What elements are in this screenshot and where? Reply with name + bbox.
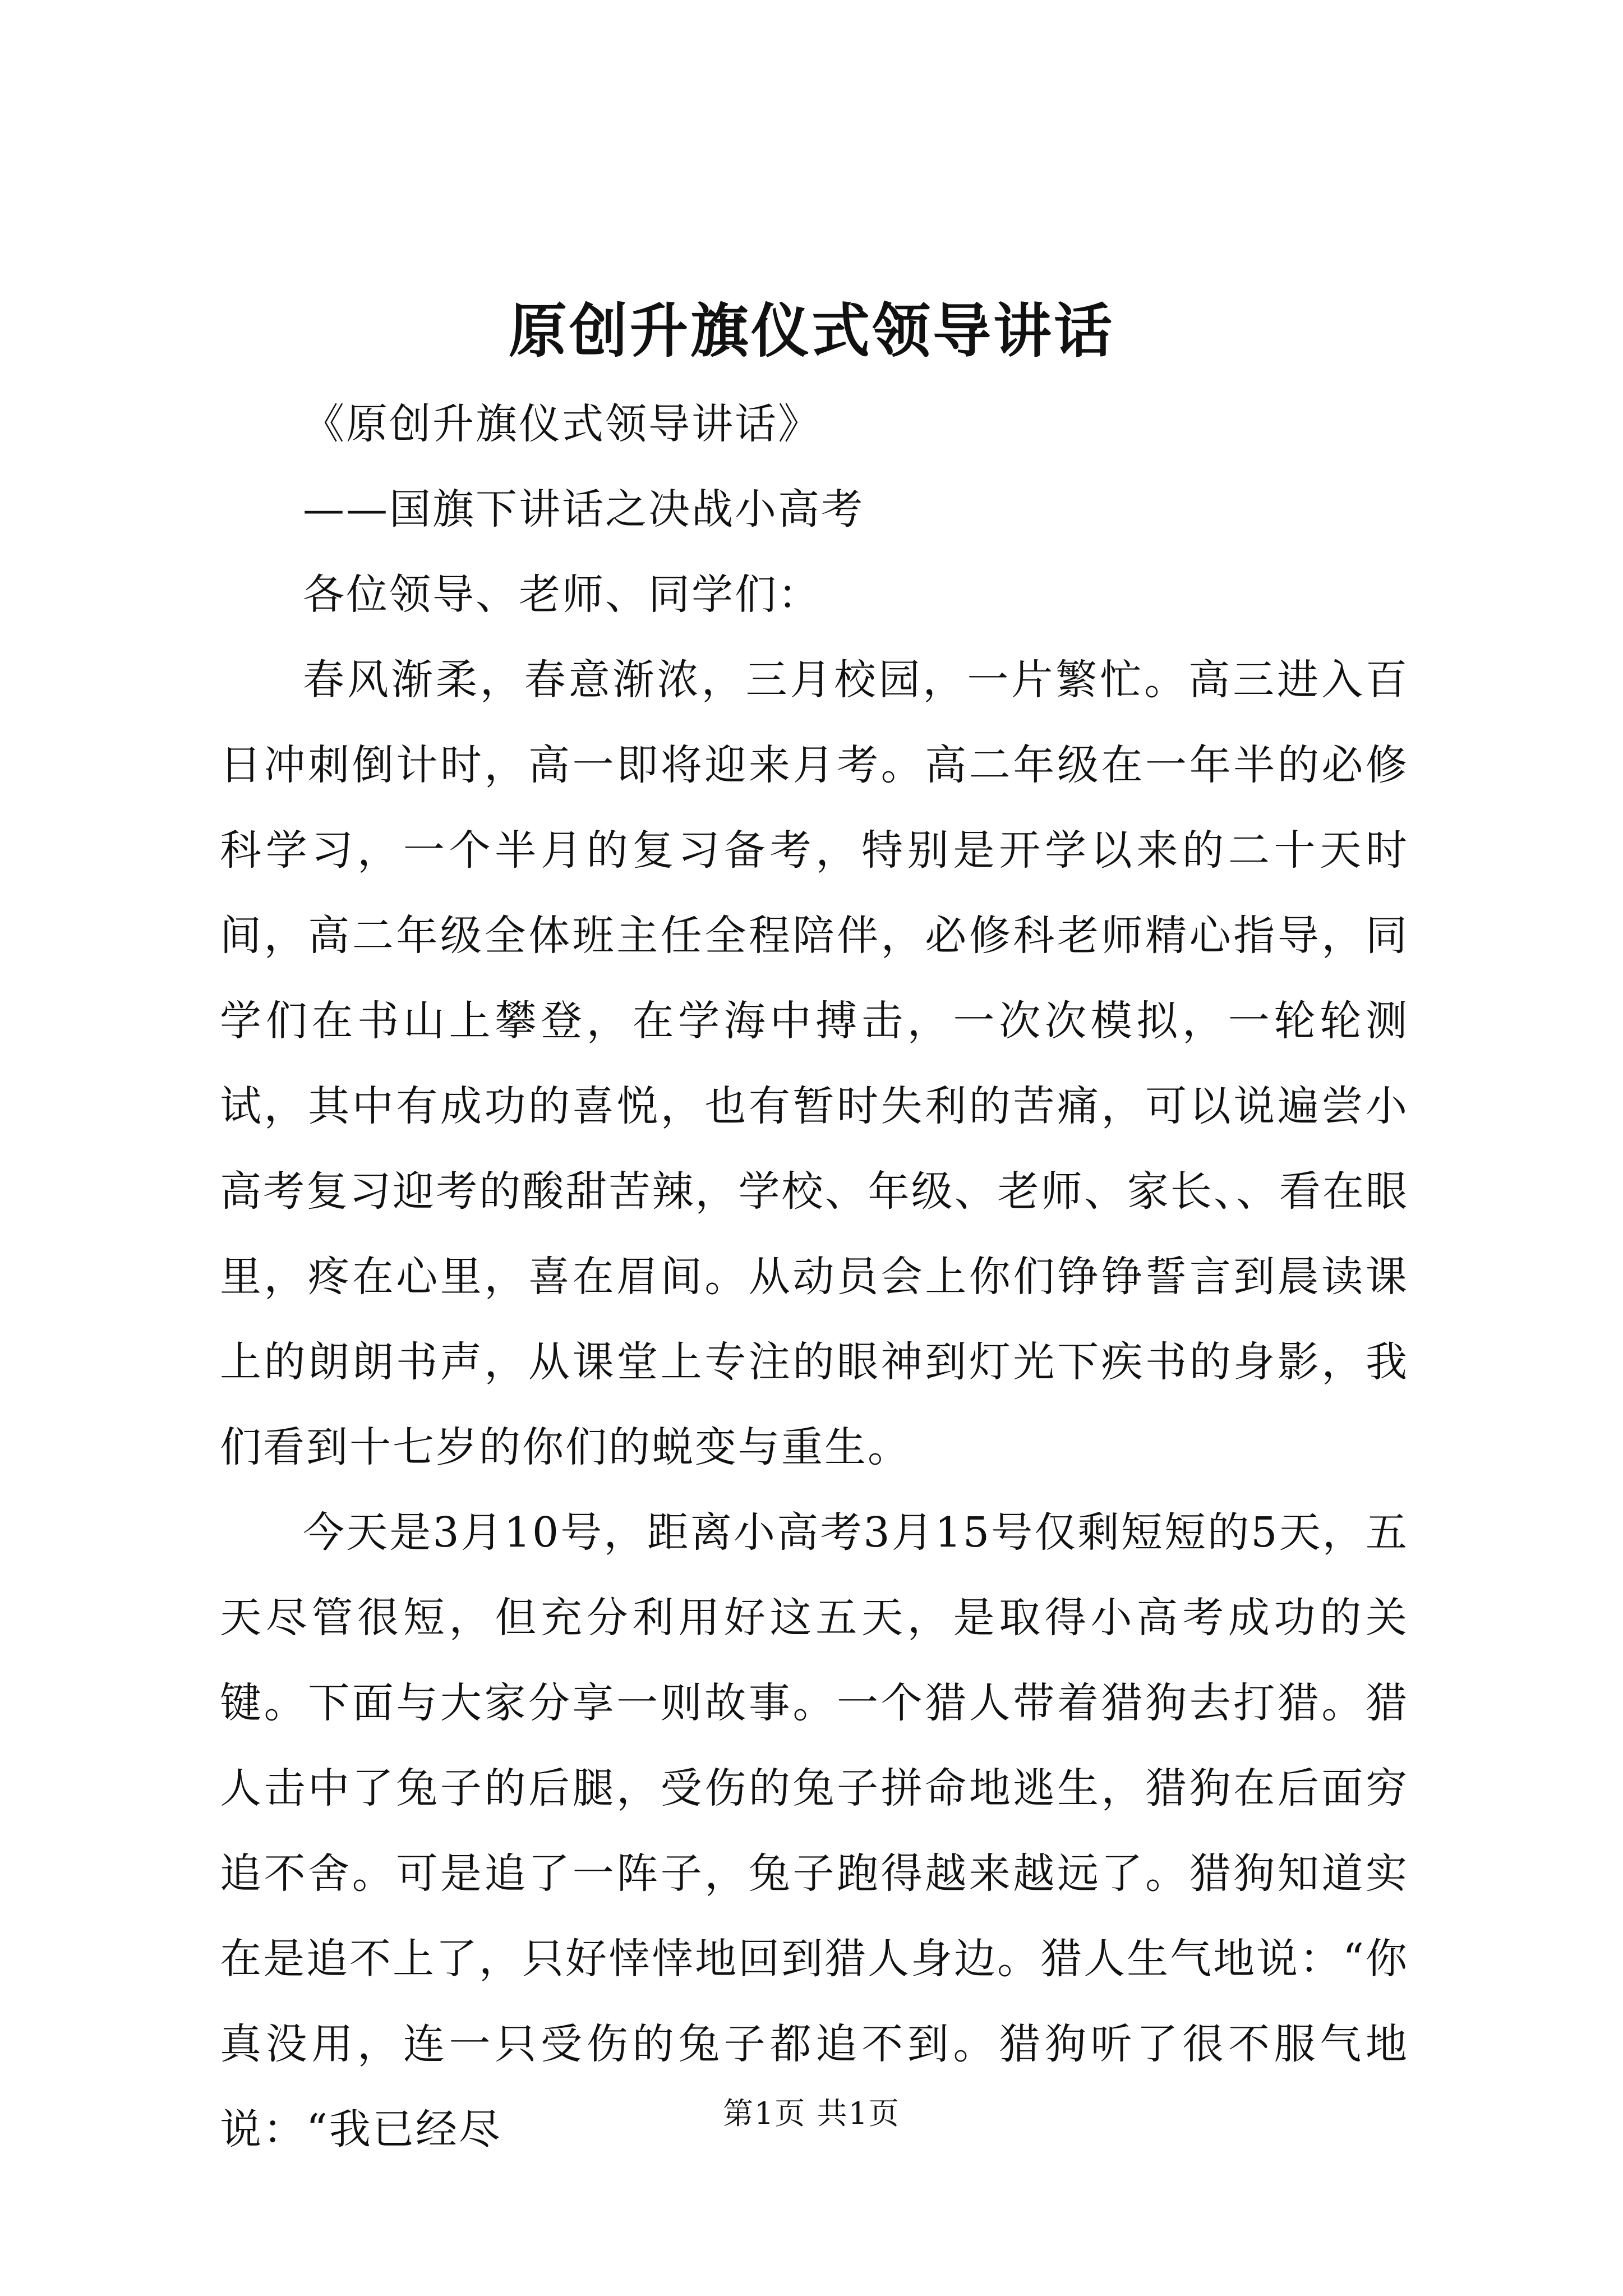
paragraph: 《原创升旗仪式领导讲话》	[303, 400, 821, 448]
paragraph: ——国旗下讲话之决战小高考	[303, 485, 864, 533]
paragraph: 春风渐柔，春意渐浓，三月校园，一片繁忙。高三进入百日冲刺倒计时，高一即将迎来月考。高二年级在一年半的必修科学习，一个半月的复习备考，特别是开学以来的二十天时间，高二年级全体班主任全程陪伴，必修科老师精心指导，同学们在书山上攀登，在学海中搏击，一次次模拟，一轮轮测试，其中有成功的喜悦，也有暂时失利的苦痛，可以说遍尝小高考复习迎考的酸甜苦辣，学校、年级、老师、家长、、看在眼里，疼在心里，喜在眉间。从动员会上你们铮铮誓言到晨读课上的朗朗书声，从课堂上专注的眼神到灯光下疾书的身影，我们看到十七岁的你们的蜕变与重生。	[220, 656, 1409, 1471]
document-title: 原创升旗仪式领导讲话	[508, 296, 1114, 365]
paragraph: 各位领导、老师、同学们：	[303, 570, 821, 619]
document-body	[220, 381, 1409, 2172]
page-footer: 第1页 共1页	[723, 2096, 900, 2131]
paragraph: 今天是3月10号，距离小高考3月15号仅剩短短的5天，五天尽管很短，但充分利用好这五天，是取得小高考成功的关键。下面与大家分享一则故事。一个猎人带着猎狗去打猎。猎人击中了兔子的后腿，受伤的兔子拼命地逃生，猎狗在后面穷追不舍。可是追了一阵子，兔子跑得越来越远了。猎狗知道实在是追不上了，只好悻悻地回到猎人身边。猎人生气地说：“你真没用，连一只受伤的兔子都追不到。猎狗听了很不服气地说：“我已经尽	[220, 1508, 1409, 2154]
